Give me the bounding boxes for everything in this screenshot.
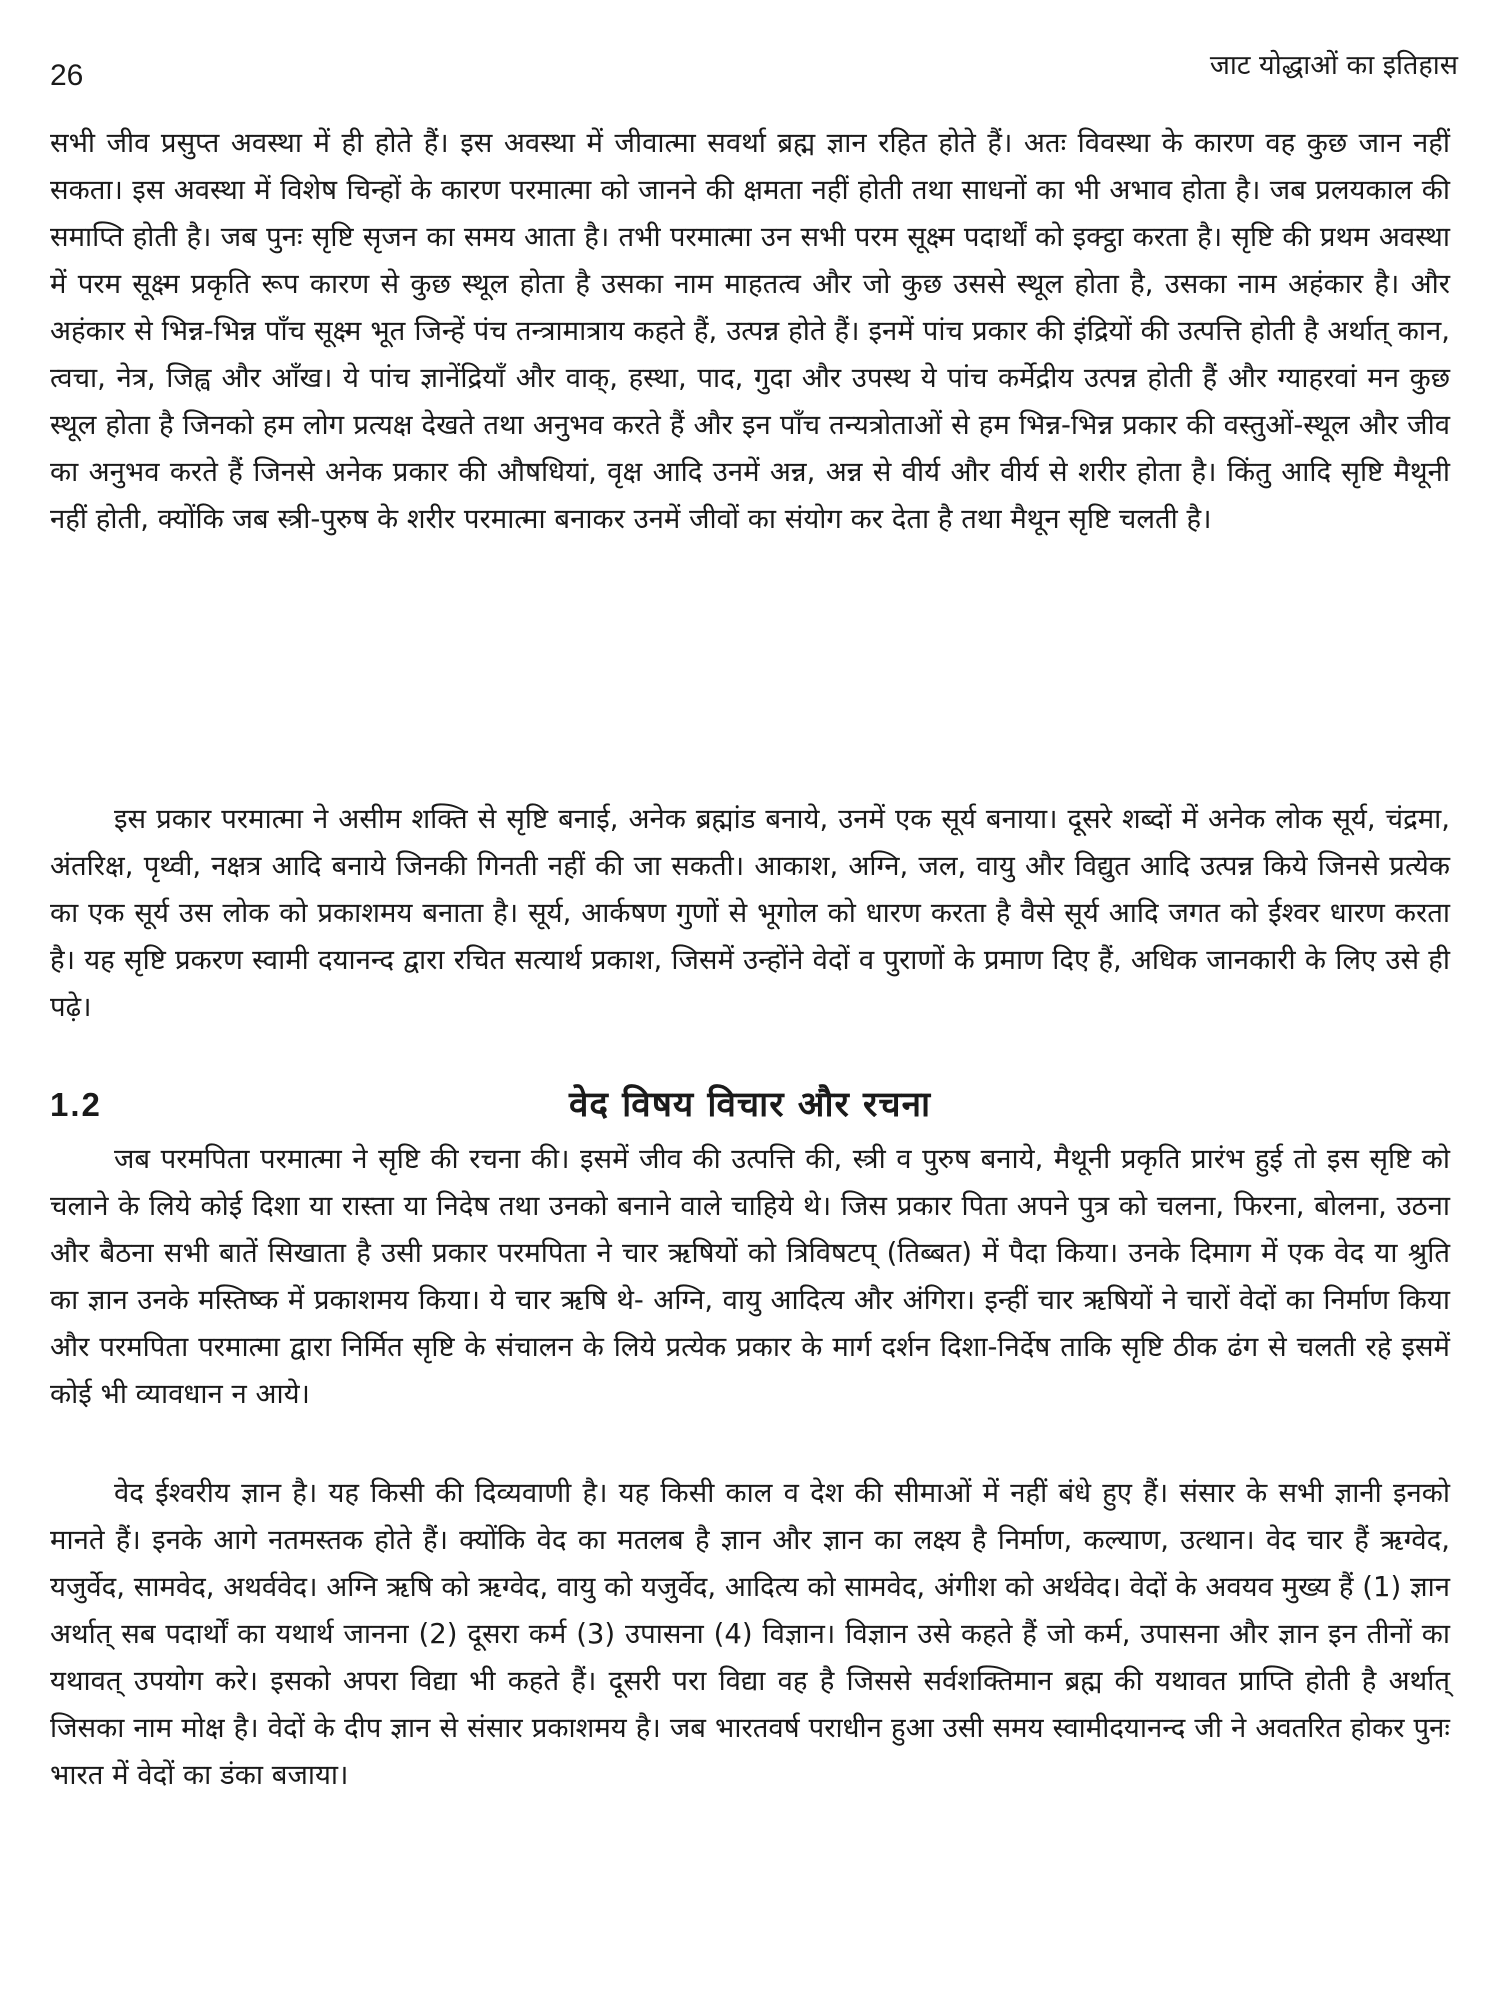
paragraph-text: सभी जीव प्रसुप्त अवस्था में ही होते हैं। इस अवस्था में जीवात्मा सवर्था ब्रह्म ज्ञान रहित होते हैं। अतः विवस्था के कारण वह कुछ जान नहीं सकता। इस अवस्था में विशेष चिन्हों के कारण परमात्मा को जानने की क्षमता नहीं होती तथा साधनों का भी अभाव होता है। जब प्रलयकाल की समाप्ति होती है। जब पुनः सृष्टि सृजन का समय आता है। तभी परमात्मा उन सभी परम सूक्ष्म पदार्थों को इक्ट्ठा करता है। सृष्टि की प्रथम अवस्था में परम सूक्ष्म प्रकृति रूप कारण से कुछ स्थूल होता है उसका नाम माहतत्व और जो कुछ उससे स्थूल होता है, उसका नाम अहंकार है। और अहंकार से भिन्न-भिन्न पाँच सूक्ष्म भूत जिन्हें पंच तन्त्रामात्राय कहते हैं, उत्पन्न होते हैं। इनमें पांच प्रकार की इंद्रियों की उत्पत्ति होती है अर्थात् कान, त्वचा, नेत्र, जिह्व और आँख। ये पांच ज्ञानेंद्रियाँ और वाक्, हस्था, पाद, गुदा और उपस्थ ये पांच कर्मेद्रीय उत्पन्न होती हैं और ग्याहरवां मन कुछ स्थूल होता है जिनको हम लोग प्रत्यक्ष देखते तथा अनुभव करते हैं और इन पाँच तन्यत्रोताओं से हम भिन्न-भिन्न प्रकार की वस्तुओं-स्थूल और जीव का अनुभव करते हैं जिनसे अनेक प्रकार की औषधियां, वृक्ष आदि उनमें अन्न, अन्न से वीर्य और वीर्य से शरीर होता है। किंतु आदि सृष्टि मैथूनी नहीं होती, क्योंकि जब स्त्री-पुरुष के शरीर परमात्मा बनाकर उनमें जीवों का संयोग कर देता है तथा मैथून सृष्टि चलती है। bbox=[50, 127, 1450, 535]
running-title: जाट योद्धाओं का इतिहास bbox=[1209, 50, 1458, 81]
paragraph-vedas-knowledge bbox=[50, 1470, 1450, 1799]
section-number: 1.2 bbox=[50, 1086, 102, 1123]
paragraph-text: वेद ईश्वरीय ज्ञान है। यह किसी की दिव्यवाणी है। यह किसी काल व देश की सीमाओं में नहीं बंधे हुए हैं। संसार के सभी ज्ञानी इनको मानते हैं। इनके आगे नतमस्तक होते हैं। क्योंकि वेद का मतलब है ज्ञान और ज्ञान का लक्ष्य है निर्माण, कल्याण, उत्थान। वेद चार हैं ऋग्वेद, यजुर्वेद, सामवेद, अथर्ववेद। अग्नि ऋषि को ऋग्वेद, वायु को यजुर्वेद, आदित्य को सामवेद, अंगीश को अर्थवेद। वेदों के अवयव मुख्य हैं (1) ज्ञान अर्थात् सब पदार्थों का यथार्थ जानना (2) दूसरा कर्म (3) उपासना (4) विज्ञान। विज्ञान उसे कहते हैं जो कर्म, उपासना और ज्ञान इन तीनों का यथावत् उपयोग करे। इसको अपरा विद्या भी कहते हैं। दूसरी परा विद्या वह है जिससे सर्वशक्तिमान ब्रह्म की यथावत प्राप्ति होती है अर्थात् जिसका नाम मोक्ष है। वेदों के दीप ज्ञान से संसार प्रकाशमय है। जब भारतवर्ष पराधीन हुआ उसी समय स्वामीदयानन्द जी ने अवतरित होकर पुनः भारत में वेदों का डंका बजाया। bbox=[50, 1477, 1450, 1791]
page-header bbox=[50, 46, 1458, 96]
section-heading bbox=[50, 1080, 1450, 1130]
section-title: वेद विषय विचार और रचना bbox=[568, 1085, 932, 1125]
paragraph-universe-creation bbox=[50, 796, 1450, 1031]
page-number: 26 bbox=[50, 59, 84, 92]
paragraph-text: जब परमपिता परमात्मा ने सृष्टि की रचना की। इसमें जीव की उत्पत्ति की, स्त्री व पुरुष बनाये, मैथूनी प्रकृति प्रारंभ हुई तो इस सृष्टि को चलाने के लिये कोई दिशा या रास्ता या निदेष तथा उनको बनाने वाले चाहिये थे। जिस प्रकार पिता अपने पुत्र को चलना, फिरना, बोलना, उठना और बैठना सभी बातें सिखाता है उसी प्रकार परमपिता ने चार ऋषियों को त्रिविषटप् (तिब्बत) में पैदा किया। उनके दिमाग में एक वेद या श्रुति का ज्ञान उनके मस्तिष्क में प्रकाशमय किया। ये चार ऋषि थे- अग्नि, वायु आदित्य और अंगिरा। इन्हीं चार ऋषियों ने चारों वेदों का निर्माण किया और परमपिता परमात्मा द्वारा निर्मित सृष्टि के संचालन के लिये प्रत्येक प्रकार के मार्ग दर्शन दिशा-निर्देष ताकि सृष्टि ठीक ढंग से चलती रहे इसमें कोई भी व्यावधान न आये। bbox=[50, 1143, 1450, 1410]
paragraph-creation-stages bbox=[50, 120, 1450, 543]
paragraph-text: इस प्रकार परमात्मा ने असीम शक्ति से सृष्टि बनाई, अनेक ब्रह्मांड बनाये, उनमें एक सूर्य बनाया। दूसरे शब्दों में अनेक लोक सूर्य, चंद्रमा, अंतरिक्ष, पृथ्वी, नक्षत्र आदि बनाये जिनकी गिनती नहीं की जा सकती। आकाश, अग्नि, जल, वायु और विद्युत आदि उत्पन्न किये जिनसे प्रत्येक का एक सूर्य उस लोक को प्रकाशमय बनाता है। सूर्य, आर्कषण गुणों से भूगोल को धारण करता है वैसे सूर्य आदि जगत को ईश्वर धारण करता है। यह सृष्टि प्रकरण स्वामी दयानन्द द्वारा रचित सत्यार्थ प्रकाश, जिसमें उन्होंने वेदों व पुराणों के प्रमाण दिए हैं, अधिक जानकारी के लिए उसे ही पढ़े। bbox=[50, 803, 1450, 1023]
paragraph-vedas-origin bbox=[50, 1136, 1450, 1418]
